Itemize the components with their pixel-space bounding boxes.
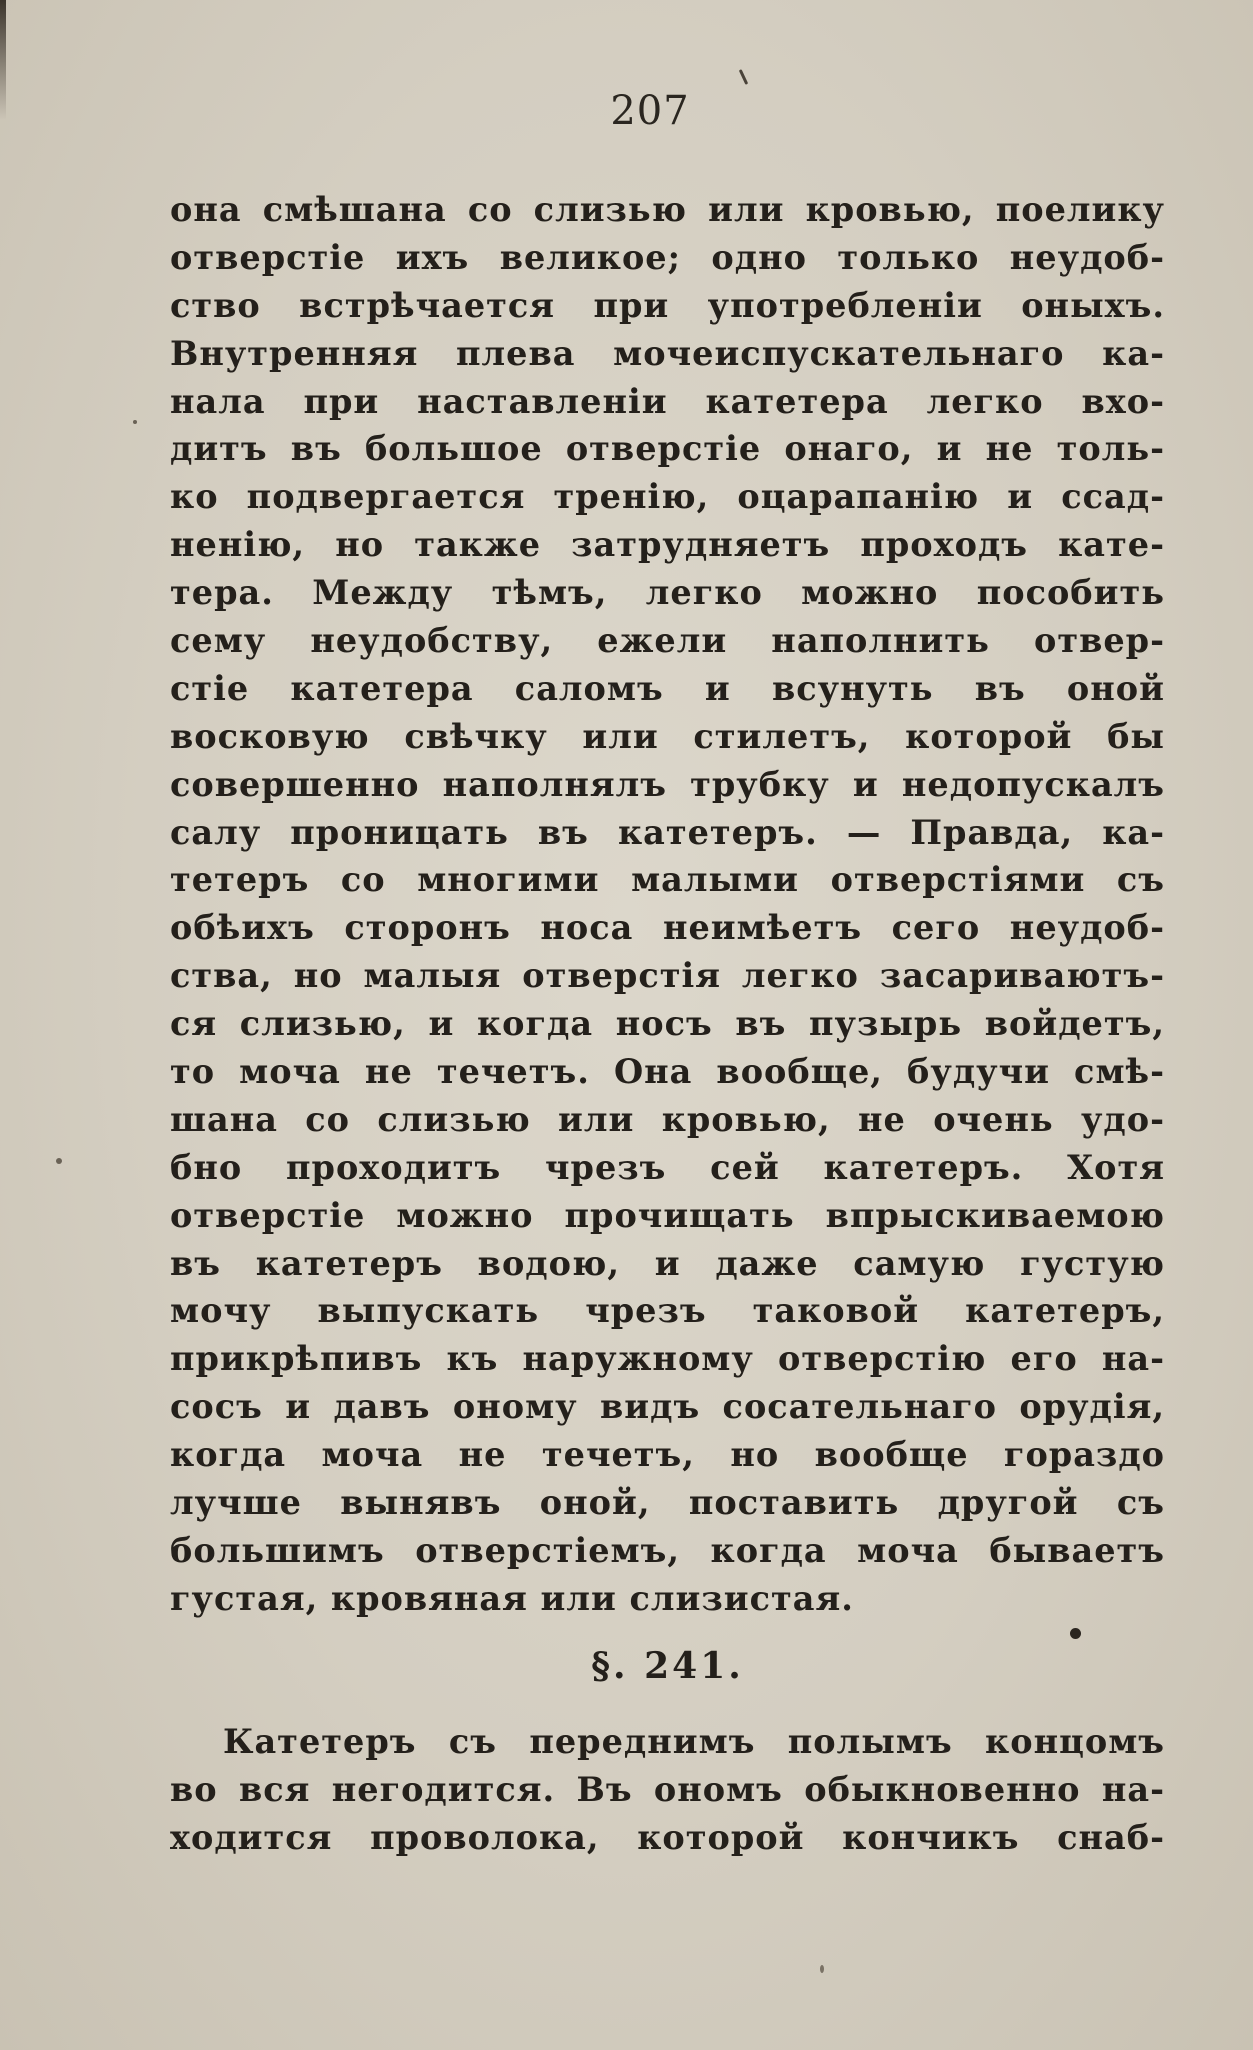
ink-speck [56,1158,62,1164]
text-line: ства, но малыя отверстія легко засариваютъ- [170,956,1165,996]
text-line: ходится проволока, которой кончикъ снаб- [170,1817,1165,1857]
text-line: обѣихъ сторонъ носа неимѣетъ сего неудоб- [170,908,1165,948]
ink-speck [820,1965,824,1973]
text-line: ство встрѣчается при употребленіи оныхъ. [170,285,1165,325]
text-line: то моча не течетъ. Она вообще, будучи смѣ- [170,1052,1165,1092]
text-line: во вся негодится. Въ ономъ обыкновенно на- [170,1769,1165,1809]
page-edge-shadow [0,0,6,120]
text-line: когда моча не течетъ, но вообще гораздо [170,1435,1165,1475]
text-line: ко подвергается тренію, оцарапанію и ссад- [170,477,1165,517]
text-line: густая, кровяная или слизистая. [170,1578,854,1618]
ink-speck [133,420,137,424]
text-line: въ катетеръ водою, и даже самую густую [170,1243,1165,1283]
text-line: шана со слизью или кровью, не очень удо- [170,1099,1165,1139]
text-line: совершенно наполнялъ трубку и недопускалъ [170,764,1165,804]
text-line: большимъ отверстіемъ, когда моча бываетъ [170,1530,1165,1570]
text-line: прикрѣпивъ къ наружному отверстію его на- [170,1339,1165,1379]
page-number: 207 [610,88,690,134]
next-paragraph [170,1718,1165,1862]
text-line: отверстіе можно прочищать впрыскиваемою [170,1195,1165,1235]
text-line: лучше вынявъ оной, поставить другой съ [170,1483,1165,1523]
text-line: восковую свѣчку или стилетъ, которой бы [170,716,1165,756]
main-paragraph [170,186,1165,1623]
ink-speck [739,69,748,85]
text-line: она смѣшана со слизью или кровью, поелику [170,190,1165,229]
text-line: нала при наставленіи катетера легко вхо- [170,381,1165,421]
ink-spot [1070,1628,1081,1639]
text-line: тетеръ со многими малыми отверстіями съ [170,860,1165,900]
section-heading: §. 241. [591,1645,744,1687]
text-line: ся слизью, и когда носъ въ пузырь войдетъ, [170,1004,1165,1044]
text-line: сосъ и давъ оному видъ сосательнаго орудія, [170,1387,1165,1427]
text-line: Катетеръ съ переднимъ полымъ концомъ [223,1722,1165,1761]
text-line: бно проходитъ чрезъ сей катетеръ. Хотя [170,1147,1165,1187]
text-line: салу проницать въ катетеръ. — Правда, ка- [170,812,1165,852]
text-line: стіе катетера саломъ и всунуть въ оной [170,668,1165,708]
text-line: дитъ въ большое отверстіе онаго, и не толь- [170,429,1165,469]
text-line: мочу выпускать чрезъ таковой катетеръ, [170,1291,1165,1331]
text-line: сему неудобству, ежели наполнить отвер- [170,621,1165,661]
text-line: ненію, но также затрудняетъ проходъ кате- [170,525,1165,565]
text-line: отверстіе ихъ великое; одно только неудоб- [170,237,1165,277]
text-line: тера. Между тѣмъ, легко можно пособить [170,573,1165,613]
text-line: Внутренняя плева мочеиспускательнаго ка- [170,333,1165,373]
